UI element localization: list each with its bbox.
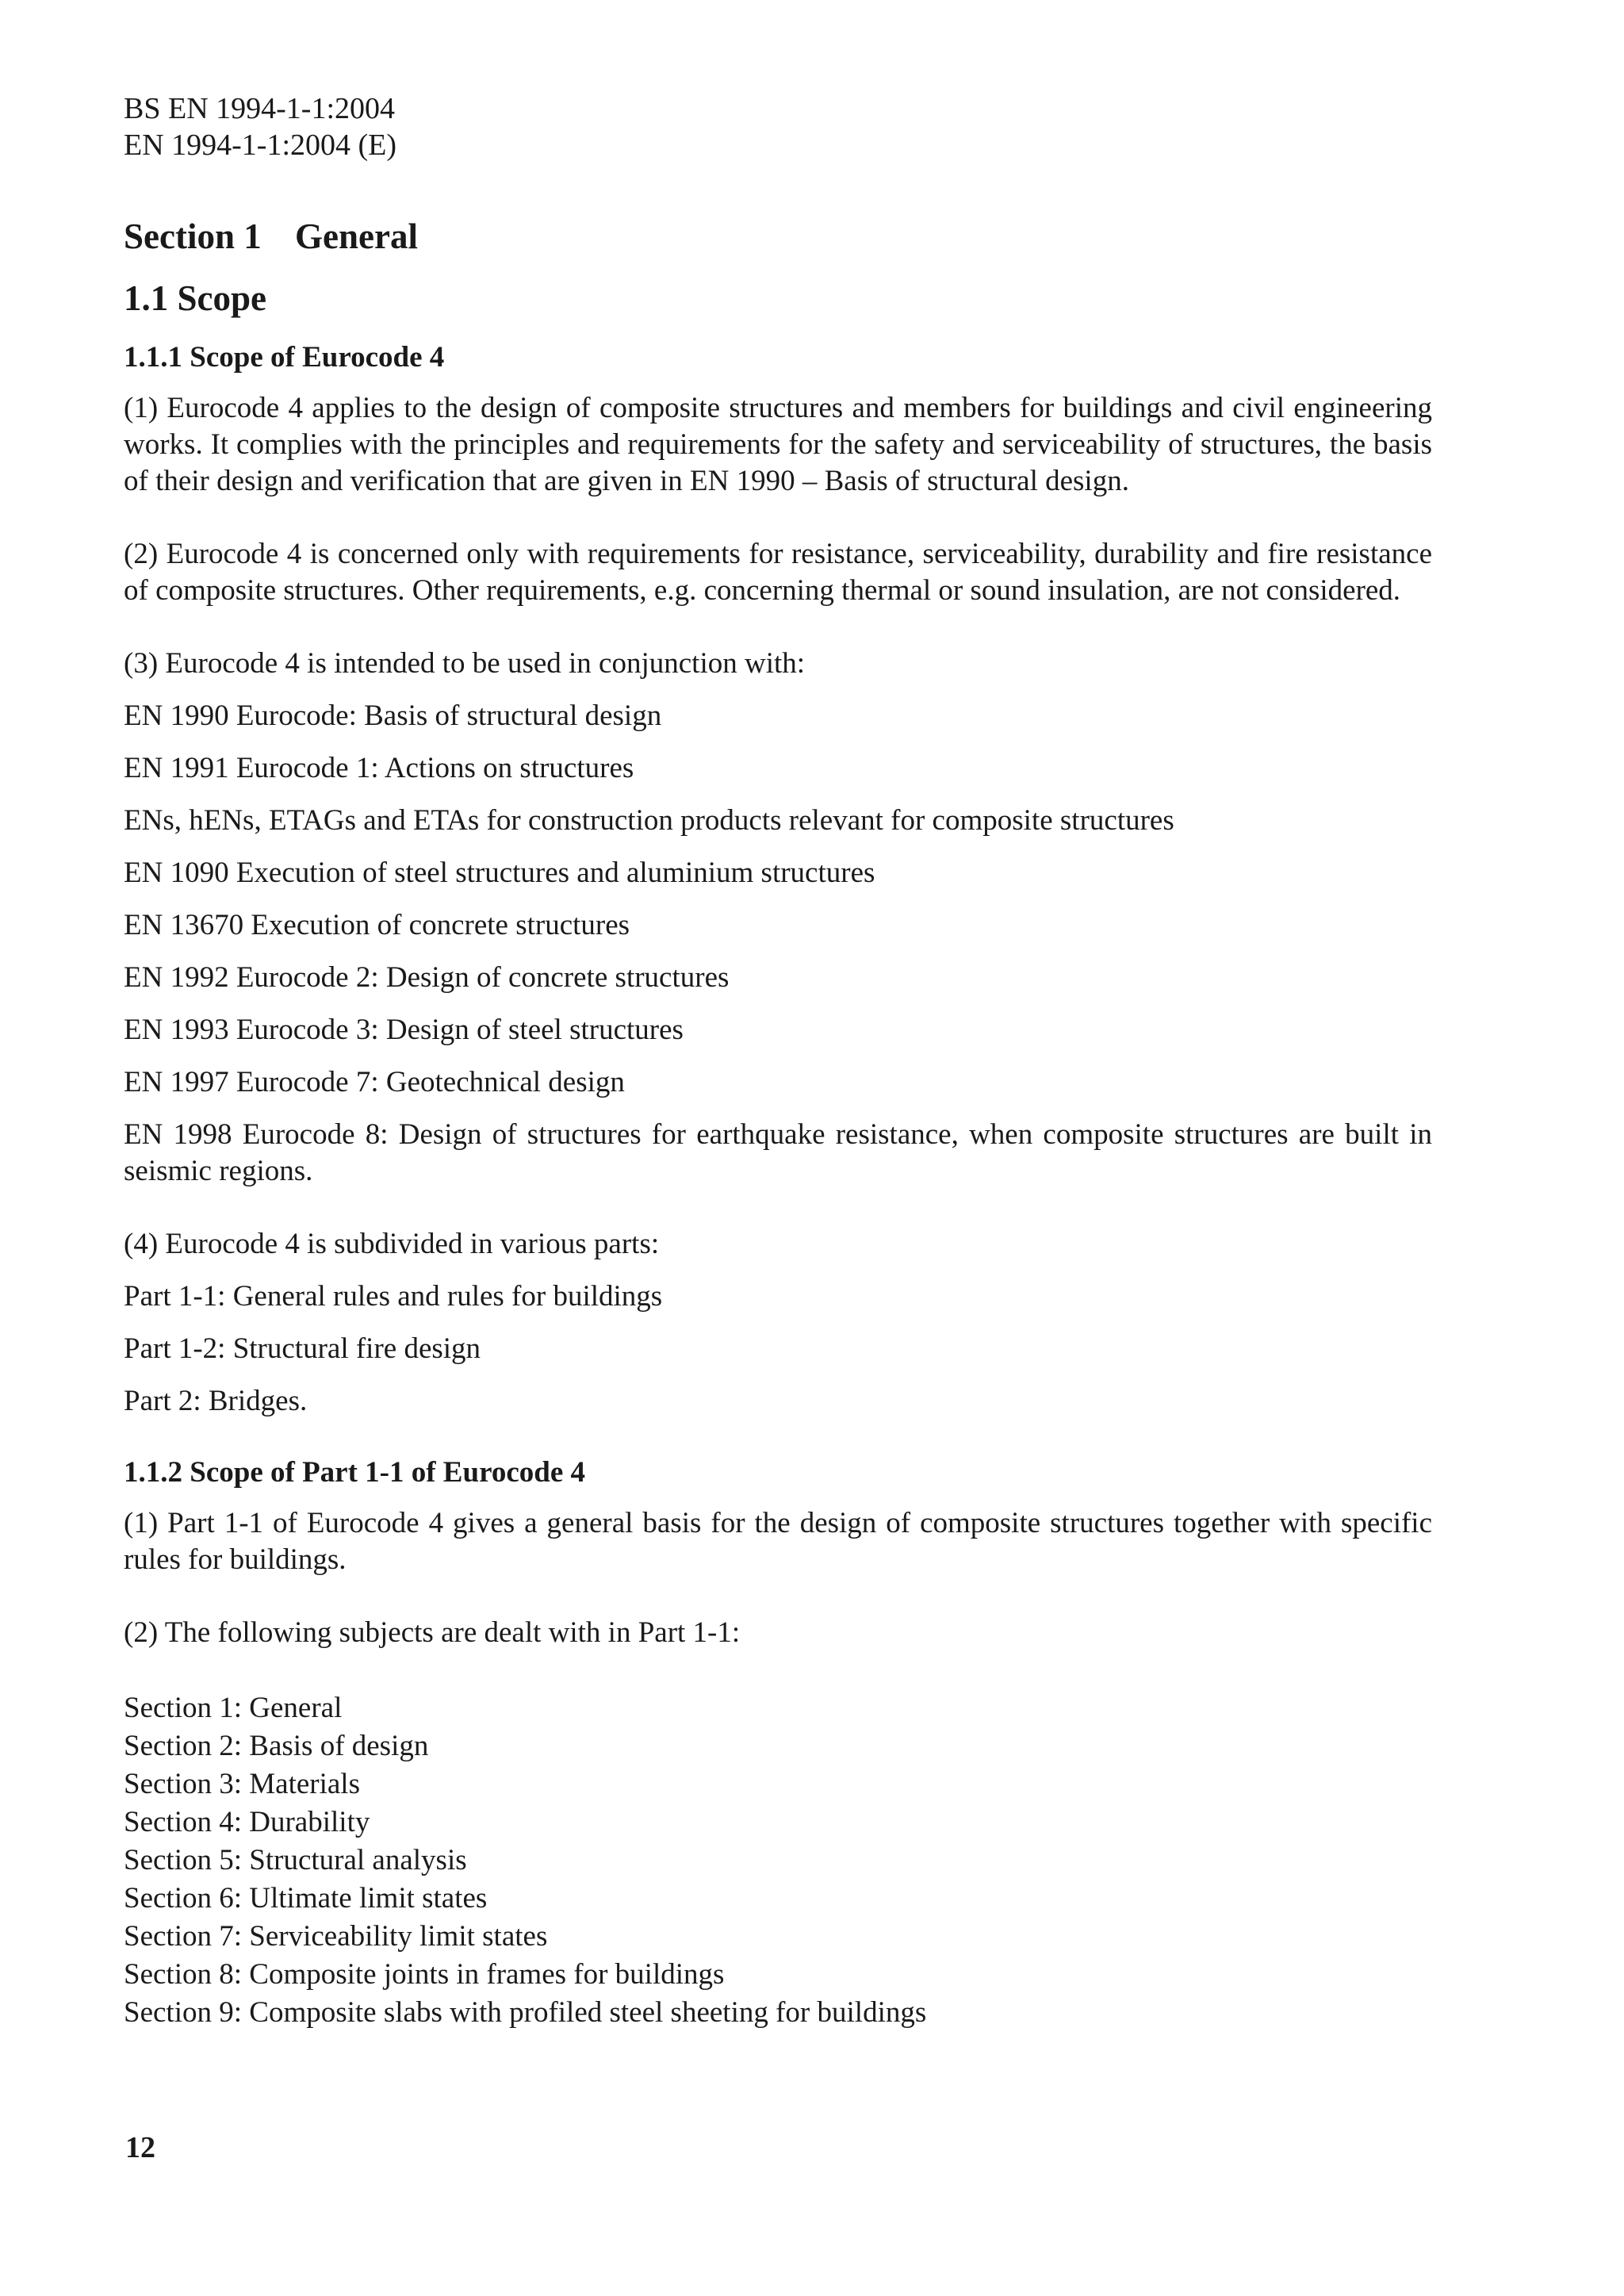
sections-list-item: Section 4: Durability xyxy=(124,1806,370,1838)
paragraph-5: (1) Part 1-1 of Eurocode 4 gives a general basis for the design of composite structures together with specific rules for buildings. xyxy=(124,1507,1432,1576)
page-number: 12 xyxy=(125,2131,155,2164)
scope-heading: 1.1 Scope xyxy=(124,278,266,318)
standards-list-item: EN 1993 Eurocode 3: Design of steel structures xyxy=(124,1014,684,1046)
section-name: General xyxy=(295,217,418,256)
section-number: Section 1 xyxy=(124,217,262,256)
sections-list-item: Section 8: Composite joints in frames for buildings xyxy=(124,1958,725,1991)
paragraph-6: (2) The following subjects are dealt with in Part 1-1: xyxy=(124,1616,741,1649)
sections-list-item: Section 7: Serviceability limit states xyxy=(124,1920,548,1953)
document-body xyxy=(124,214,1432,2032)
paragraph-1: (1) Eurocode 4 applies to the design of composite structures and members for buildings and civil engineering works. It complies with the principles and requirements for the safety and serviceability of structures, the basis of their design and verification that are given in EN 1990 – Basis of structural design. xyxy=(124,392,1432,497)
standards-list-item: ENs, hENs, ETAGs and ETAs for construction products relevant for composite structures xyxy=(124,804,1174,837)
header-standard-bs: BS EN 1994-1-1:2004 xyxy=(124,92,395,125)
sections-list-item: Section 1: General xyxy=(124,1692,343,1724)
standards-list xyxy=(124,698,1432,1190)
subsection-heading-1-1-1: 1.1.1 Scope of Eurocode 4 xyxy=(124,341,445,374)
standards-list-item: EN 1991 Eurocode 1: Actions on structures xyxy=(124,752,634,784)
subsection-heading-1-1-2: 1.1.2 Scope of Part 1-1 of Eurocode 4 xyxy=(124,1456,585,1489)
parts-list xyxy=(124,1278,1432,1420)
header-standard-en: EN 1994-1-1:2004 (E) xyxy=(124,128,397,162)
sections-list-item: Section 5: Structural analysis xyxy=(124,1844,467,1876)
sections-list xyxy=(124,1689,1432,2032)
sections-list-item: Section 6: Ultimate limit states xyxy=(124,1882,488,1915)
parts-list-item: Part 1-2: Structural fire design xyxy=(124,1332,481,1365)
section-heading xyxy=(124,214,1432,259)
paragraph-4: (4) Eurocode 4 is subdivided in various parts: xyxy=(124,1228,660,1260)
parts-list-item: Part 2: Bridges. xyxy=(124,1385,308,1417)
document-header xyxy=(124,90,396,163)
standards-list-item: EN 13670 Execution of concrete structures xyxy=(124,909,630,941)
sections-list-item: Section 2: Basis of design xyxy=(124,1730,429,1762)
standards-list-item: EN 1998 Eurocode 8: Design of structures for earthquake resistance, when composite structures are built in seismic regions. xyxy=(124,1118,1432,1187)
standards-list-item: EN 1090 Execution of steel structures and aluminium structures xyxy=(124,857,875,889)
sections-list-item: Section 3: Materials xyxy=(124,1768,360,1800)
paragraph-3: (3) Eurocode 4 is intended to be used in conjunction with: xyxy=(124,647,806,680)
standards-list-item: EN 1992 Eurocode 2: Design of concrete structures xyxy=(124,961,730,994)
standards-list-item: EN 1997 Eurocode 7: Geotechnical design xyxy=(124,1066,625,1098)
parts-list-item: Part 1-1: General rules and rules for buildings xyxy=(124,1280,663,1313)
sections-list-item: Section 9: Composite slabs with profiled steel sheeting for buildings xyxy=(124,1996,927,2029)
standards-list-item: EN 1990 Eurocode: Basis of structural design xyxy=(124,700,662,732)
paragraph-2: (2) Eurocode 4 is concerned only with requirements for resistance, serviceability, durability and fire resistance of composite structures. Other requirements, e.g. concerning thermal or sound insulation, are not considered. xyxy=(124,538,1432,607)
